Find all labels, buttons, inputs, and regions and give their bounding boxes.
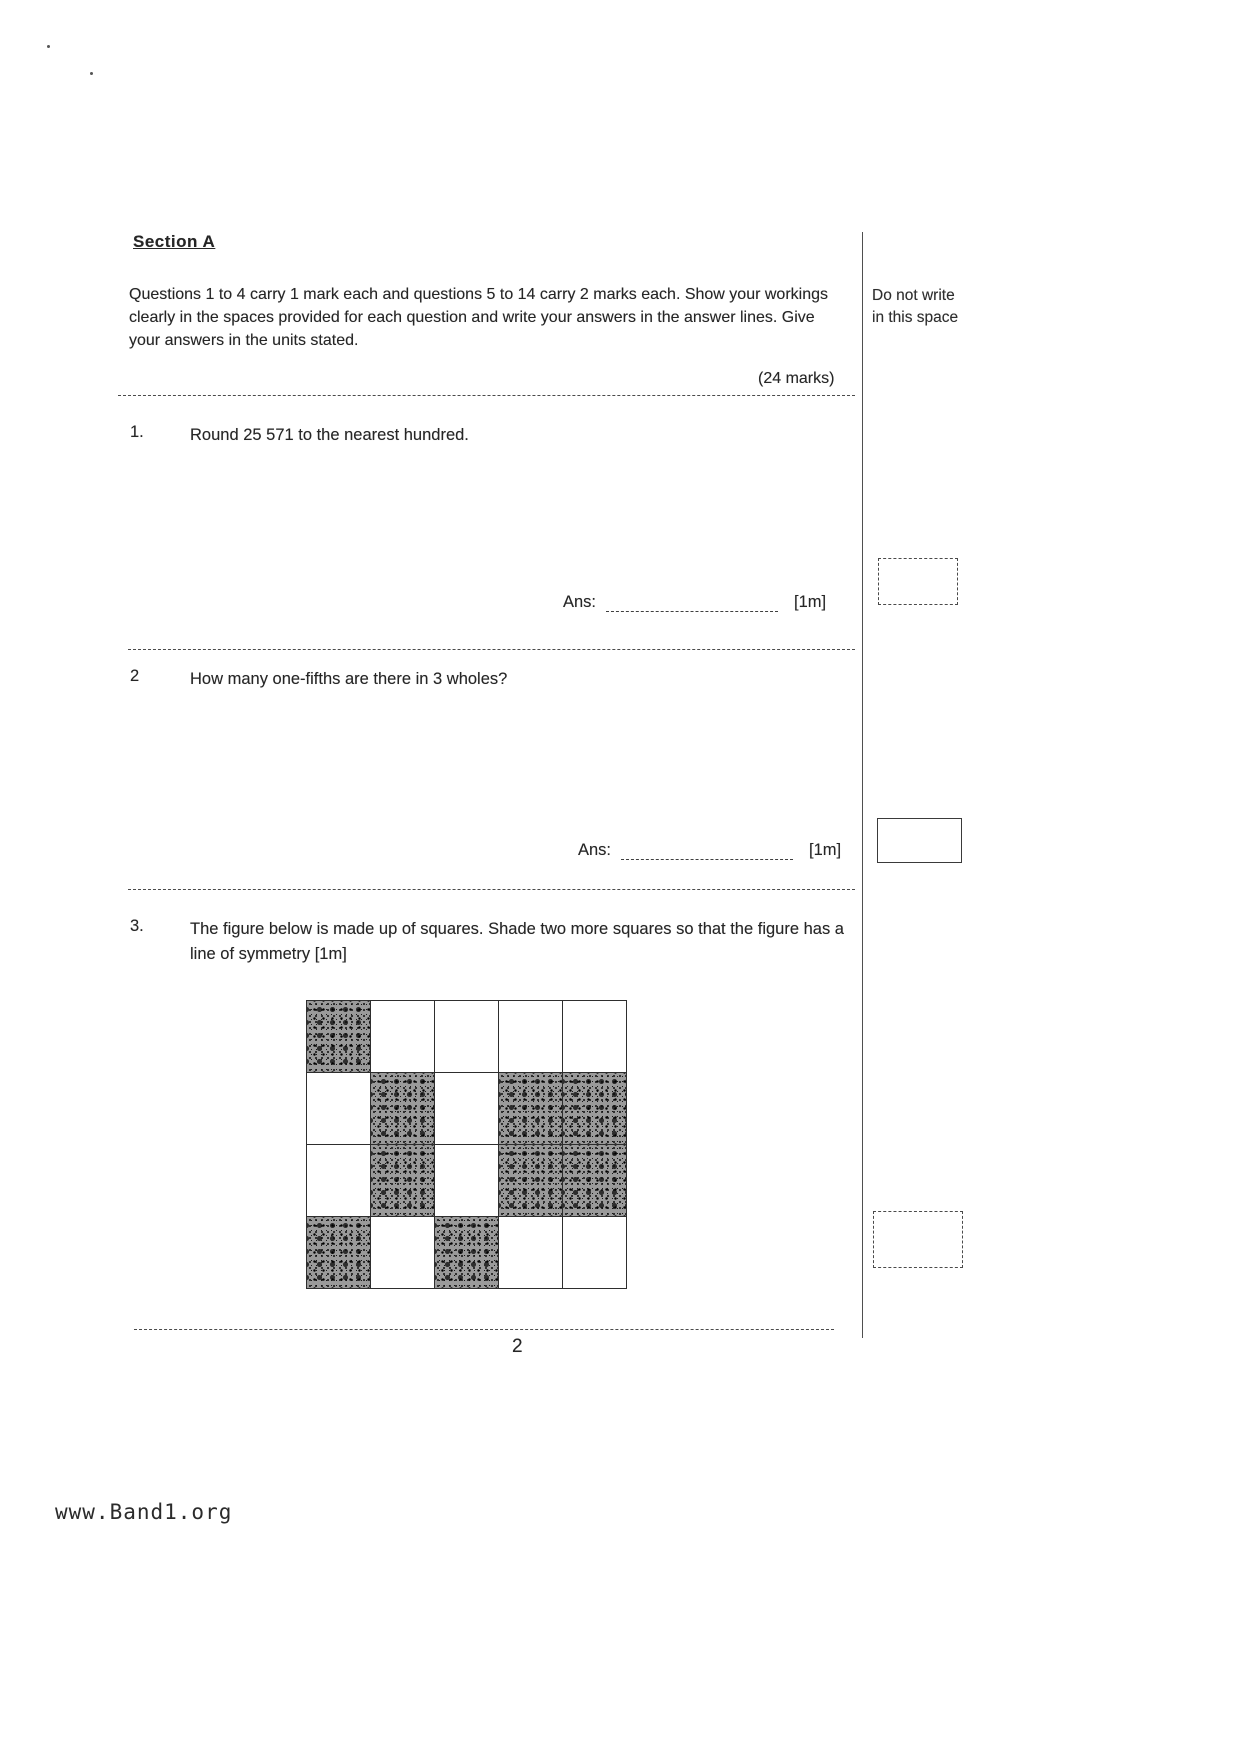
grid-cell	[563, 1145, 627, 1217]
scan-speck	[90, 72, 93, 75]
marks-label: [1m]	[809, 841, 842, 859]
grid-cell	[499, 1217, 563, 1289]
grid-cell	[307, 1217, 371, 1289]
grid-cell	[307, 1145, 371, 1217]
margin-divider-line	[862, 232, 863, 1338]
answer-label: Ans:	[563, 593, 597, 611]
grid-cell	[435, 1145, 499, 1217]
grid-cell	[563, 1217, 627, 1289]
question-1-answer-row	[563, 592, 826, 612]
grid-cell	[435, 1073, 499, 1145]
answer-line	[606, 592, 778, 612]
question-2-number: 2	[130, 667, 140, 685]
section-marks-total: (24 marks)	[758, 370, 835, 387]
grid-cell	[563, 1073, 627, 1145]
marker-box	[877, 818, 962, 863]
question-1-number: 1.	[130, 423, 144, 441]
grid-cell	[499, 1145, 563, 1217]
grid-cell	[371, 1145, 435, 1217]
grid-cell	[499, 1073, 563, 1145]
grid-cell	[563, 1001, 627, 1073]
question-separator	[128, 649, 855, 650]
margin-note-line1: Do not write	[872, 287, 955, 304]
scan-speck	[47, 45, 50, 48]
watermark: www.Band1.org	[55, 1500, 233, 1524]
question-1-text: Round 25 571 to the nearest hundred.	[190, 426, 469, 444]
grid-cell	[435, 1217, 499, 1289]
question-separator	[118, 395, 855, 396]
grid-cell	[371, 1073, 435, 1145]
grid-cell	[307, 1001, 371, 1073]
marker-box	[878, 558, 958, 605]
answer-label: Ans:	[578, 841, 612, 859]
question-3-text: The figure below is made up of squares. Shade two more squares so that the figure has a line of symmetry [1m]	[190, 920, 844, 963]
grid-cell	[307, 1073, 371, 1145]
question-2-answer-row	[578, 840, 841, 860]
margin-note	[872, 285, 1002, 330]
grid-cell	[435, 1001, 499, 1073]
question-separator	[128, 889, 855, 890]
marks-label: [1m]	[794, 593, 827, 611]
question-3-number: 3.	[130, 917, 144, 935]
marker-box	[873, 1211, 963, 1268]
margin-note-line2: in this space	[872, 309, 959, 327]
question-2-text: How many one-fifths are there in 3 wholes?	[190, 670, 508, 688]
section-title: Section A	[133, 232, 216, 251]
grid-cell	[371, 1001, 435, 1073]
symmetry-grid	[306, 1000, 627, 1289]
section-instructions: Questions 1 to 4 carry 1 mark each and questions 5 to 14 carry 2 marks each. Show your workings clearly in the spaces provided for each question and write your answers in the answer lines. Give your answers in the units stated.	[129, 286, 828, 350]
page-number: 2	[512, 1336, 523, 1357]
grid-cell	[371, 1217, 435, 1289]
grid-cell	[499, 1001, 563, 1073]
answer-line	[621, 840, 793, 860]
footer-separator	[134, 1329, 834, 1330]
